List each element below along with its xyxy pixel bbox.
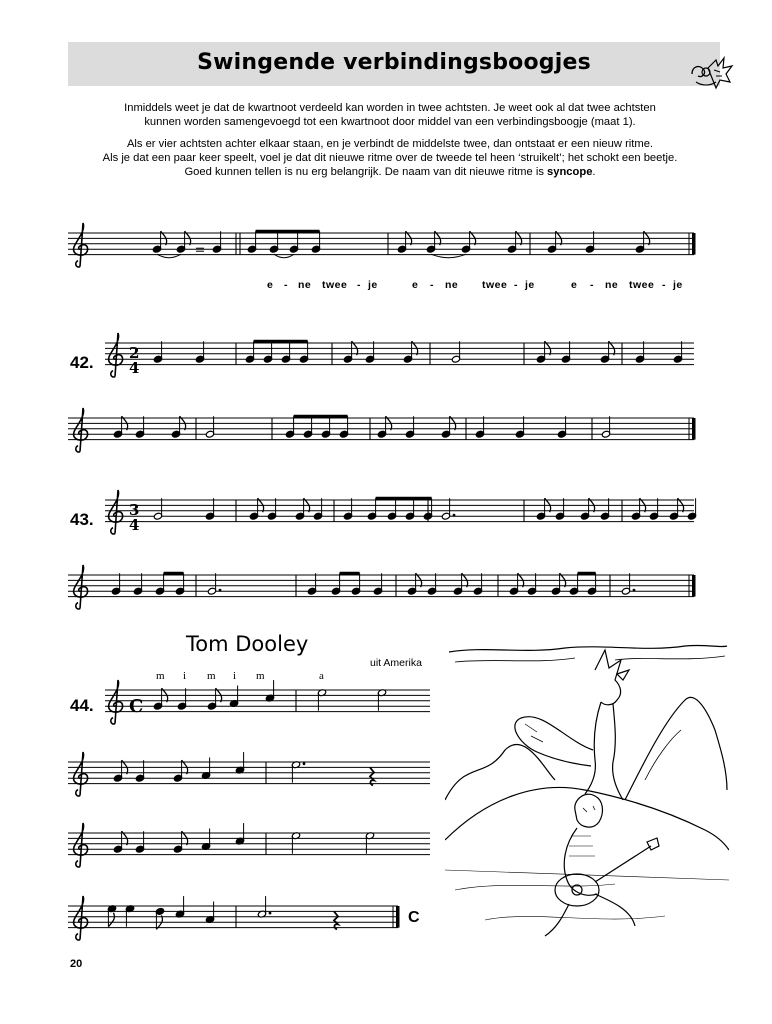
exercise-number-42: 42. — [70, 353, 94, 372]
page-title: Swingende verbindingsboogjes — [197, 50, 591, 75]
solfege: m — [256, 670, 265, 682]
intro-line: Als je dat een paar keer speelt, voel je dat dit nieuwe ritme over de tweede tel heen ‘struikelt’; het schokt een beetje. — [102, 152, 678, 164]
intro-line: Als er vier achtsten achter elkaar staan, en je verbindt de middelste twee, dan ontstaat er een nieuw ritme. — [126, 138, 654, 150]
syllable: e — [267, 279, 274, 291]
treble-clef-icon — [74, 896, 88, 940]
note-flag — [108, 913, 114, 927]
final-bar-line — [396, 906, 400, 928]
treble-clef-icon — [74, 823, 88, 867]
syllable: - — [662, 279, 666, 291]
quarter-rest-icon — [334, 911, 338, 929]
solfege: a — [319, 670, 324, 682]
solfege: m — [207, 670, 216, 682]
intro-line: Goed kunnen tellen is nu erg belangrijk. De naam van dit nieuwe ritme is — [184, 166, 548, 178]
treble-clef-icon — [74, 752, 88, 796]
syllable: je — [525, 279, 535, 291]
quarter-rest-icon — [370, 767, 374, 785]
intro-line: kunnen worden samengevoegd tot een kwartnoot door middel van een verbindingsboogje (maat 1). — [144, 116, 636, 128]
time-sig-bottom-43: 4 — [129, 516, 140, 534]
treble-clef-icon — [74, 223, 88, 267]
time-sig-top-43: 3 — [129, 501, 140, 519]
note-dot — [303, 762, 306, 765]
syllable: ne — [298, 279, 312, 291]
intro-line: Inmiddels weet je dat de kwartnoot verdeeld kan worden in twee achtsten. Je weet ook al dat twee achtsten — [124, 102, 656, 114]
final-bar-line — [692, 575, 696, 597]
note-dot — [219, 589, 222, 592]
syllable: - — [590, 279, 594, 291]
fox-with-guitar-illustration — [445, 640, 729, 944]
syllable: - — [514, 279, 518, 291]
treble-clef-icon — [74, 408, 88, 452]
treble-clef-icon — [109, 490, 123, 534]
counting-syllables — [267, 279, 683, 291]
solfege: m — [156, 670, 165, 682]
note-dot — [269, 912, 272, 915]
solfege: i — [233, 670, 237, 682]
page-number: 20 — [70, 958, 83, 970]
syllable: twee — [322, 279, 348, 291]
song-title: Tom Dooley — [186, 632, 309, 656]
note-dot — [453, 514, 456, 517]
treble-clef-icon — [109, 333, 123, 377]
final-bar-line — [692, 233, 696, 255]
song-origin: uit Amerika — [370, 657, 422, 669]
syncope-term: syncope — [547, 166, 593, 178]
treble-clef-icon — [109, 680, 123, 724]
solfege-syllables — [156, 670, 324, 682]
syllable: je — [673, 279, 683, 291]
syllable: e — [571, 279, 578, 291]
treble-clef-icon — [74, 565, 88, 609]
final-bar-line — [692, 418, 696, 440]
exercise-number-43: 43. — [70, 510, 94, 529]
time-sig-top-42: 2 — [129, 344, 140, 362]
solfege: i — [183, 670, 187, 682]
syllable: - — [284, 279, 288, 291]
syllable: twee — [482, 279, 508, 291]
exercise-number-44: 44. — [70, 696, 94, 715]
time-sig-bottom-42: 4 — [129, 359, 140, 377]
syllable: ne — [605, 279, 619, 291]
syllable: e — [412, 279, 419, 291]
syllable: - — [430, 279, 434, 291]
intro-line: . — [592, 166, 596, 178]
syllable: twee — [629, 279, 655, 291]
syllable: ne — [445, 279, 459, 291]
syllable: je — [368, 279, 378, 291]
end-marker: C — [408, 909, 420, 926]
syllable: - — [357, 279, 361, 291]
time-sig-common-44: C — [129, 696, 144, 717]
note-dot — [633, 589, 636, 592]
